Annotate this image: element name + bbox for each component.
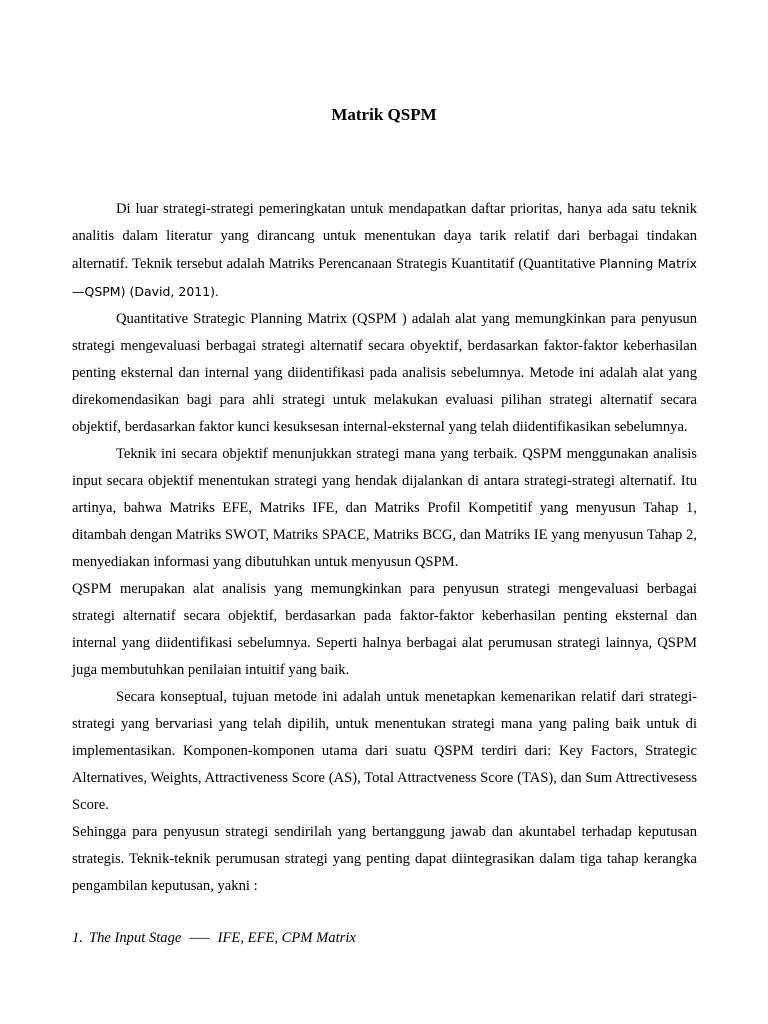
paragraph-intro-text: Di luar strategi-strategi pemeringkatan untuk mendapatkan daftar prioritas, hanya ada satu teknik analitis dalam literatur yang dirancang untuk menentukan daya tarik relatif dari berbagai tindakan alternatif. Teknik tersebut adalah Matriks Perencanaan Strategis Kuantitatif (Quantitative [72, 201, 697, 272]
list-item-input-stage [72, 925, 356, 952]
paragraph-qspm-definition: Quantitative Strategic Planning Matrix (QSPM ) adalah alat yang memungkinkan para penyusun strategi mengevaluasi berbagai strategi alternatif secara obyektif, berdasarkan faktor-faktor keberhasilan penting eksternal dan internal yang diidentifikasi pada analisis sebelumnya. Metode ini adalah alat yang direkomendasikan bagi para ahli strategi untuk melakukan evaluasi pilihan strategi alternatif secara objektif, berdasarkan faktor kunci kesuksesan internal-eksternal yang telah diidentifikasikan sebelumnya. [72, 311, 697, 435]
citation-david-2011: Planning Matrix—QSPM) (David, 2011). [72, 256, 697, 299]
paragraph-intro [72, 196, 697, 306]
paragraph-objective-technique: Teknik ini secara objektif menunjukkan strategi mana yang terbaik. QSPM menggunakan analisis input secara objektif menentukan strategi yang hendak dijalankan di antara strategi-strategi alternatif. Itu artinya, bahwa Matriks EFE, Matriks IFE, dan Matriks Profil Kompetitif yang menyusun Tahap 1, ditambah dengan Matriks SWOT, Matriks SPACE, Matriks BCG, dan Matriks IE yang menyusun Tahap 2, menyediakan informasi yang dibutuhkan untuk menyusun QSPM. [72, 446, 697, 570]
list-stage-name: The Input Stage [88, 930, 182, 946]
document-title: Matrik QSPM [331, 105, 437, 124]
list-dash: —– [189, 930, 210, 946]
list-stage-matrices: IFE, EFE, CPM Matrix [217, 930, 356, 946]
paragraph-conceptual: Secara konseptual, tujuan metode ini adalah untuk menetapkan kemenarikan relatif dari strategi-strategi yang bervariasi yang telah dipilih, untuk menentukan strategi mana yang paling baik untuk di implementasikan. Komponen-komponen utama dari suatu QSPM terdiri dari: Key Factors, Strategic Alternatives, Weights, Attractiveness Score (AS), Total Attractveness Score (TAS), dan Sum Attrectivesess Score. [72, 689, 697, 813]
list-number: 1. [72, 930, 83, 946]
document-body [72, 196, 697, 900]
paragraph-analysis-tool: QSPM merupakan alat analisis yang memungkinkan para penyusun strategi mengevaluasi berbagai strategi alternatif secara objektif, berdasarkan pada faktor-faktor keberhasilan penting eksternal dan internal yang diidentifikasi sebelumnya. Seperti halnya berbagai alat perumusan strategi lainnya, QSPM juga membutuhkan penilaian intuitif yang baik. [72, 581, 697, 678]
paragraph-decision-framework: Sehingga para penyusun strategi sendirilah yang bertanggung jawab dan akuntabel terhadap keputusan strategis. Teknik-teknik perumusan strategi yang penting dapat diintegrasikan dalam tiga tahap kerangka pengambilan keputusan, yakni : [72, 824, 697, 894]
